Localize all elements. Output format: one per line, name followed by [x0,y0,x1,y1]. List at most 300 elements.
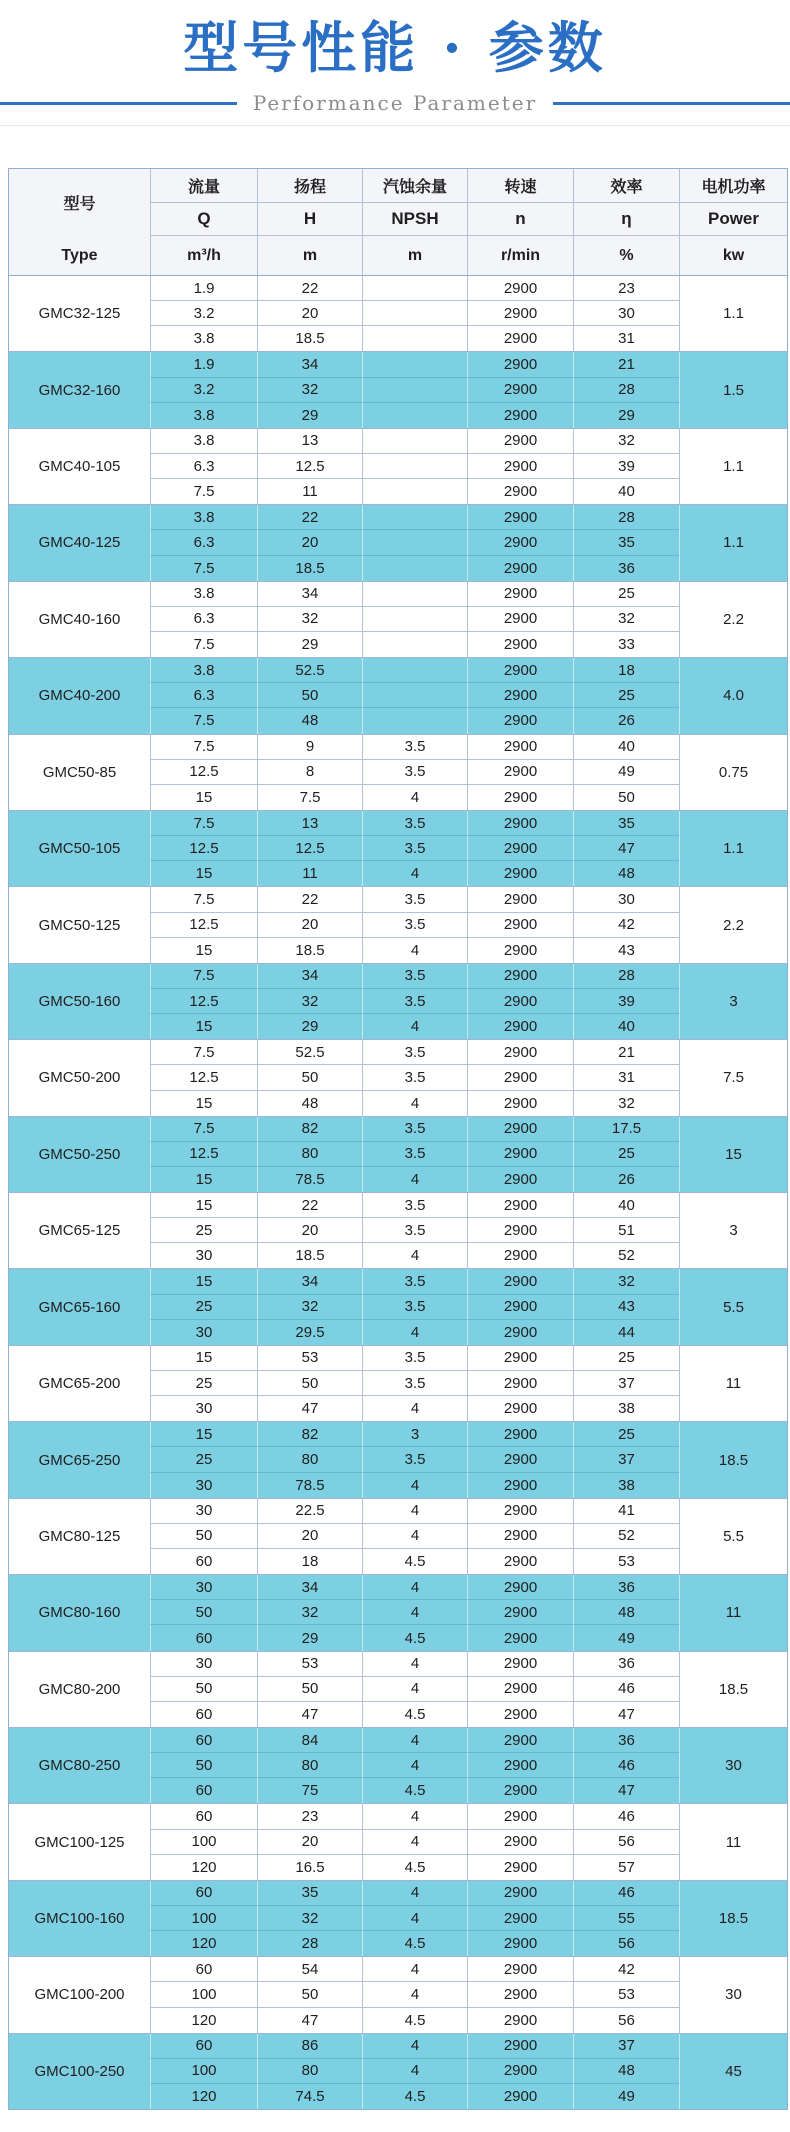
header-speed-unit: r/min [467,236,573,275]
value-cell-Q: 50 [150,1600,257,1625]
value-cell-η: 31 [573,326,679,351]
value-cell-NPSH: 4 [362,1728,467,1753]
page-title: 型号性能 · 参数 [183,15,607,80]
value-cell-n: 2900 [467,2034,573,2059]
value-cell-Q: 6.3 [150,683,257,708]
value-cell-n: 2900 [467,2008,573,2033]
value-cell-η: 26 [573,708,679,733]
value-cell-η: 40 [573,735,679,760]
value-cell-NPSH: 4 [362,1677,467,1702]
header-type-en: Type [61,246,98,264]
value-cell-Q: 30 [150,1320,257,1345]
value-cell-Q: 6.3 [150,454,257,479]
value-cell-Q: 1.9 [150,276,257,301]
value-cell-H: 50 [257,1982,362,2007]
value-cell-Q: 25 [150,1218,257,1243]
value-cell-Q: 60 [150,1881,257,1906]
value-cell-NPSH: 4 [362,1167,467,1192]
value-cell-H: 23 [257,1804,362,1829]
value-cell-Q: 3.8 [150,582,257,607]
value-cell-NPSH: 3.5 [362,1218,467,1243]
value-cell-η: 25 [573,1346,679,1371]
model-group-row [9,1039,787,1115]
header-efficiency-cn: 效率 [573,169,679,203]
value-cell-Q: 60 [150,1549,257,1574]
value-cell-Q: 100 [150,1830,257,1855]
value-cell-Q: 30 [150,1575,257,1600]
model-group-row [9,810,787,886]
value-cell-NPSH: 4 [362,2034,467,2059]
power-cell: 2.2 [679,887,787,962]
value-cell-n: 2900 [467,582,573,607]
spec-table [8,168,788,2110]
value-cell-Q: 7.5 [150,1040,257,1065]
power-cell: 3 [679,1193,787,1268]
model-group-row [9,1651,787,1727]
value-cell-n: 2900 [467,1625,573,1650]
value-cell-η: 36 [573,1728,679,1753]
model-type-cell: GMC40-105 [38,458,121,476]
header-power-cn: 电机功率 [679,169,787,203]
value-cell-n: 2900 [467,811,573,836]
value-cell-n: 2900 [467,836,573,861]
model-group-row [9,1116,787,1192]
value-cell-n: 2900 [467,1371,573,1396]
value-cell-Q: 3.8 [150,403,257,428]
header-npsh-cn: 汽蚀余量 [362,169,467,203]
value-cell-Q: 30 [150,1396,257,1421]
value-cell-H: 12.5 [257,454,362,479]
value-cell-n: 2900 [467,1549,573,1574]
power-cell: 18.5 [679,1652,787,1727]
model-group-row [9,1574,787,1650]
value-cell-n: 2900 [467,1473,573,1498]
value-cell-NPSH: 3.5 [362,964,467,989]
value-cell-NPSH: 4 [362,1600,467,1625]
value-cell-Q: 60 [150,2034,257,2059]
model-type-cell: GMC32-125 [38,305,121,323]
value-cell-H: 20 [257,1524,362,1549]
value-cell-H: 22.5 [257,1499,362,1524]
value-cell-Q: 7.5 [150,632,257,657]
value-cell-Q: 15 [150,1091,257,1116]
header-head-symbol: H [257,203,362,236]
value-cell-Q: 15 [150,1014,257,1039]
model-type-cell: GMC50-160 [38,993,121,1010]
value-cell-Q: 3.8 [150,429,257,454]
power-cell: 11 [679,1804,787,1879]
value-cell-n: 2900 [467,530,573,555]
value-cell-η: 29 [573,403,679,428]
value-cell-NPSH [362,454,467,479]
value-cell-η: 38 [573,1396,679,1421]
value-cell-η: 37 [573,1447,679,1472]
value-cell-NPSH: 4 [362,1473,467,1498]
value-cell-n: 2900 [467,1906,573,1931]
model-group-row [9,276,787,351]
power-cell: 11 [679,1346,787,1421]
value-cell-H: 22 [257,505,362,530]
value-cell-η: 17.5 [573,1117,679,1142]
value-cell-H: 47 [257,1396,362,1421]
value-cell-η: 53 [573,1982,679,2007]
value-cell-H: 32 [257,1906,362,1931]
value-cell-NPSH: 3.5 [362,1142,467,1167]
value-cell-η: 57 [573,1855,679,1880]
value-cell-H: 50 [257,683,362,708]
value-cell-NPSH: 3.5 [362,989,467,1014]
value-cell-Q: 7.5 [150,556,257,581]
model-group-row [9,504,787,580]
value-cell-η: 43 [573,1295,679,1320]
value-cell-n: 2900 [467,403,573,428]
value-cell-NPSH: 3.5 [362,1371,467,1396]
value-cell-H: 52.5 [257,1040,362,1065]
value-cell-Q: 60 [150,1702,257,1727]
model-type-cell: GMC65-250 [38,1451,121,1469]
model-type-cell: GMC65-125 [38,1222,121,1240]
value-cell-n: 2900 [467,1524,573,1549]
value-cell-Q: 7.5 [150,811,257,836]
value-cell-n: 2900 [467,1575,573,1600]
power-cell: 1.1 [679,429,787,504]
value-cell-η: 52 [573,1524,679,1549]
value-cell-H: 32 [257,1295,362,1320]
value-cell-H: 34 [257,1269,362,1294]
value-cell-H: 18.5 [257,326,362,351]
value-cell-Q: 15 [150,1269,257,1294]
value-cell-η: 36 [573,1575,679,1600]
value-cell-NPSH: 3.5 [362,760,467,785]
value-cell-H: 28 [257,1931,362,1956]
header-speed-symbol: n [467,203,573,236]
value-cell-NPSH: 3.5 [362,1117,467,1142]
value-cell-H: 80 [257,1447,362,1472]
value-cell-n: 2900 [467,861,573,886]
value-cell-n: 2900 [467,1243,573,1268]
value-cell-Q: 50 [150,1753,257,1778]
model-type-cell: GMC80-125 [38,1527,121,1545]
value-cell-NPSH: 3.5 [362,1447,467,1472]
value-cell-n: 2900 [467,505,573,530]
header-head-unit: m [257,236,362,275]
model-type-cell: GMC50-85 [42,763,117,781]
value-cell-η: 32 [573,1269,679,1294]
value-cell-η: 30 [573,301,679,326]
value-cell-n: 2900 [467,1218,573,1243]
value-cell-NPSH [362,556,467,581]
power-cell: 45 [679,2034,787,2109]
value-cell-H: 53 [257,1346,362,1371]
value-cell-NPSH [362,403,467,428]
value-cell-Q: 15 [150,938,257,963]
value-cell-H: 53 [257,1652,362,1677]
value-cell-n: 2900 [467,2059,573,2084]
value-cell-Q: 30 [150,1243,257,1268]
header-npsh-symbol: NPSH [362,203,467,236]
value-cell-η: 26 [573,1167,679,1192]
value-cell-NPSH [362,479,467,504]
power-cell: 1.1 [679,276,787,351]
header-efficiency-unit: % [573,236,679,275]
power-cell: 15 [679,1117,787,1192]
value-cell-NPSH [362,658,467,683]
value-cell-n: 2900 [467,1677,573,1702]
header-power-symbol: Power [679,203,787,236]
value-cell-n: 2900 [467,1091,573,1116]
value-cell-n: 2900 [467,1422,573,1447]
value-cell-n: 2900 [467,1652,573,1677]
value-cell-NPSH: 4 [362,1652,467,1677]
power-cell: 11 [679,1575,787,1650]
subtitle-left-line [0,102,237,105]
value-cell-H: 86 [257,2034,362,2059]
value-cell-Q: 3.8 [150,326,257,351]
value-cell-n: 2900 [467,2084,573,2109]
value-cell-H: 80 [257,1142,362,1167]
value-cell-Q: 15 [150,1422,257,1447]
value-cell-η: 42 [573,913,679,938]
value-cell-n: 2900 [467,1014,573,1039]
value-cell-η: 37 [573,1371,679,1396]
value-cell-Q: 25 [150,1295,257,1320]
value-cell-H: 11 [257,861,362,886]
value-cell-NPSH: 3.5 [362,836,467,861]
value-cell-η: 52 [573,1243,679,1268]
value-cell-NPSH [362,530,467,555]
value-cell-NPSH: 3.5 [362,1040,467,1065]
value-cell-n: 2900 [467,964,573,989]
value-cell-NPSH: 4 [362,1982,467,2007]
value-cell-H: 34 [257,352,362,377]
value-cell-η: 36 [573,556,679,581]
value-cell-η: 40 [573,1193,679,1218]
value-cell-NPSH: 4 [362,1830,467,1855]
value-cell-n: 2900 [467,735,573,760]
subtitle-right-line [553,102,790,105]
value-cell-n: 2900 [467,1447,573,1472]
value-cell-H: 47 [257,1702,362,1727]
value-cell-η: 18 [573,658,679,683]
value-cell-Q: 50 [150,1524,257,1549]
page-header [0,0,790,126]
value-cell-η: 32 [573,429,679,454]
value-cell-η: 56 [573,1931,679,1956]
value-cell-H: 48 [257,708,362,733]
value-cell-Q: 15 [150,785,257,810]
value-cell-NPSH: 3.5 [362,887,467,912]
model-type-cell: GMC80-200 [38,1680,121,1698]
value-cell-Q: 12.5 [150,760,257,785]
value-cell-H: 29 [257,1625,362,1650]
value-cell-η: 48 [573,861,679,886]
value-cell-n: 2900 [467,658,573,683]
value-cell-Q: 25 [150,1371,257,1396]
value-cell-NPSH [362,326,467,351]
value-cell-n: 2900 [467,1167,573,1192]
value-cell-n: 2900 [467,276,573,301]
value-cell-η: 30 [573,887,679,912]
value-cell-H: 50 [257,1371,362,1396]
value-cell-η: 49 [573,760,679,785]
value-cell-NPSH: 3.5 [362,1346,467,1371]
power-cell: 5.5 [679,1499,787,1574]
value-cell-H: 8 [257,760,362,785]
power-cell: 4.0 [679,658,787,733]
value-cell-η: 37 [573,2034,679,2059]
value-cell-η: 40 [573,1014,679,1039]
power-cell: 1.5 [679,352,787,427]
value-cell-Q: 100 [150,2059,257,2084]
power-cell: 7.5 [679,1040,787,1115]
value-cell-NPSH [362,301,467,326]
model-group-row [9,1345,787,1421]
value-cell-η: 46 [573,1804,679,1829]
value-cell-H: 29.5 [257,1320,362,1345]
value-cell-Q: 7.5 [150,1117,257,1142]
model-type-cell: GMC50-105 [38,840,121,858]
power-cell: 30 [679,1957,787,2032]
value-cell-η: 47 [573,1702,679,1727]
value-cell-η: 23 [573,276,679,301]
value-cell-NPSH: 4 [362,2059,467,2084]
value-cell-NPSH: 4 [362,1320,467,1345]
model-group-row [9,1421,787,1497]
value-cell-η: 33 [573,632,679,657]
model-group-row [9,351,787,427]
value-cell-H: 13 [257,811,362,836]
value-cell-H: 78.5 [257,1167,362,1192]
value-cell-n: 2900 [467,887,573,912]
value-cell-H: 7.5 [257,785,362,810]
value-cell-Q: 7.5 [150,479,257,504]
value-cell-NPSH: 4 [362,1243,467,1268]
value-cell-η: 28 [573,964,679,989]
value-cell-H: 12.5 [257,836,362,861]
value-cell-n: 2900 [467,454,573,479]
value-cell-n: 2900 [467,1193,573,1218]
value-cell-Q: 12.5 [150,913,257,938]
value-cell-η: 28 [573,505,679,530]
power-cell: 18.5 [679,1422,787,1497]
value-cell-Q: 60 [150,1957,257,1982]
value-cell-NPSH: 4 [362,1499,467,1524]
value-cell-NPSH: 4.5 [362,1931,467,1956]
value-cell-n: 2900 [467,1600,573,1625]
value-cell-n: 2900 [467,1295,573,1320]
model-group-row [9,1192,787,1268]
value-cell-Q: 12.5 [150,1142,257,1167]
value-cell-n: 2900 [467,1269,573,1294]
value-cell-NPSH: 3.5 [362,1193,467,1218]
value-cell-η: 36 [573,1652,679,1677]
value-cell-Q: 15 [150,1193,257,1218]
header-power-unit: kw [679,236,787,275]
value-cell-NPSH: 4 [362,861,467,886]
value-cell-NPSH: 4 [362,1396,467,1421]
power-cell: 2.2 [679,582,787,657]
value-cell-Q: 6.3 [150,530,257,555]
value-cell-η: 38 [573,1473,679,1498]
value-cell-Q: 120 [150,1855,257,1880]
value-cell-H: 22 [257,887,362,912]
value-cell-Q: 7.5 [150,735,257,760]
value-cell-n: 2900 [467,1881,573,1906]
value-cell-η: 40 [573,479,679,504]
model-group-row [9,886,787,962]
value-cell-n: 2900 [467,1753,573,1778]
value-cell-NPSH [362,352,467,377]
value-cell-Q: 3.2 [150,301,257,326]
value-cell-Q: 12.5 [150,836,257,861]
value-cell-Q: 100 [150,1906,257,1931]
value-cell-H: 20 [257,1218,362,1243]
value-cell-η: 41 [573,1499,679,1524]
model-type-cell: GMC100-200 [34,1986,125,2004]
model-type-cell: GMC32-160 [38,381,121,399]
model-group-row [9,2033,787,2109]
value-cell-NPSH: 4.5 [362,2084,467,2109]
header-flow-symbol: Q [150,203,257,236]
value-cell-Q: 1.9 [150,352,257,377]
value-cell-NPSH: 3.5 [362,1269,467,1294]
value-cell-Q: 120 [150,2008,257,2033]
value-cell-H: 22 [257,1193,362,1218]
value-cell-n: 2900 [467,326,573,351]
value-cell-n: 2900 [467,708,573,733]
value-cell-H: 32 [257,989,362,1014]
value-cell-Q: 60 [150,1804,257,1829]
value-cell-η: 46 [573,1753,679,1778]
value-cell-η: 35 [573,811,679,836]
value-cell-η: 39 [573,454,679,479]
power-cell: 5.5 [679,1269,787,1344]
value-cell-n: 2900 [467,683,573,708]
value-cell-n: 2900 [467,785,573,810]
table-body [9,276,787,2109]
value-cell-H: 29 [257,632,362,657]
value-cell-H: 20 [257,913,362,938]
value-cell-η: 56 [573,1830,679,1855]
value-cell-H: 32 [257,378,362,403]
value-cell-η: 39 [573,989,679,1014]
value-cell-NPSH [362,632,467,657]
value-cell-NPSH [362,582,467,607]
value-cell-n: 2900 [467,1142,573,1167]
value-cell-n: 2900 [467,1499,573,1524]
value-cell-n: 2900 [467,1117,573,1142]
value-cell-Q: 60 [150,1625,257,1650]
value-cell-NPSH [362,378,467,403]
model-type-cell: GMC50-125 [38,916,121,934]
model-group-row [9,1498,787,1574]
value-cell-H: 52.5 [257,658,362,683]
value-cell-η: 32 [573,1091,679,1116]
value-cell-NPSH: 4 [362,1524,467,1549]
model-type-cell: GMC100-160 [34,1910,125,1928]
model-group-row [9,1956,787,2032]
value-cell-η: 47 [573,1778,679,1803]
model-group-row [9,428,787,504]
value-cell-NPSH: 4.5 [362,1625,467,1650]
model-type-cell: GMC100-125 [34,1833,125,1851]
value-cell-NPSH: 3.5 [362,1295,467,1320]
value-cell-n: 2900 [467,1702,573,1727]
value-cell-η: 43 [573,938,679,963]
value-cell-H: 16.5 [257,1855,362,1880]
value-cell-n: 2900 [467,1830,573,1855]
value-cell-H: 48 [257,1091,362,1116]
